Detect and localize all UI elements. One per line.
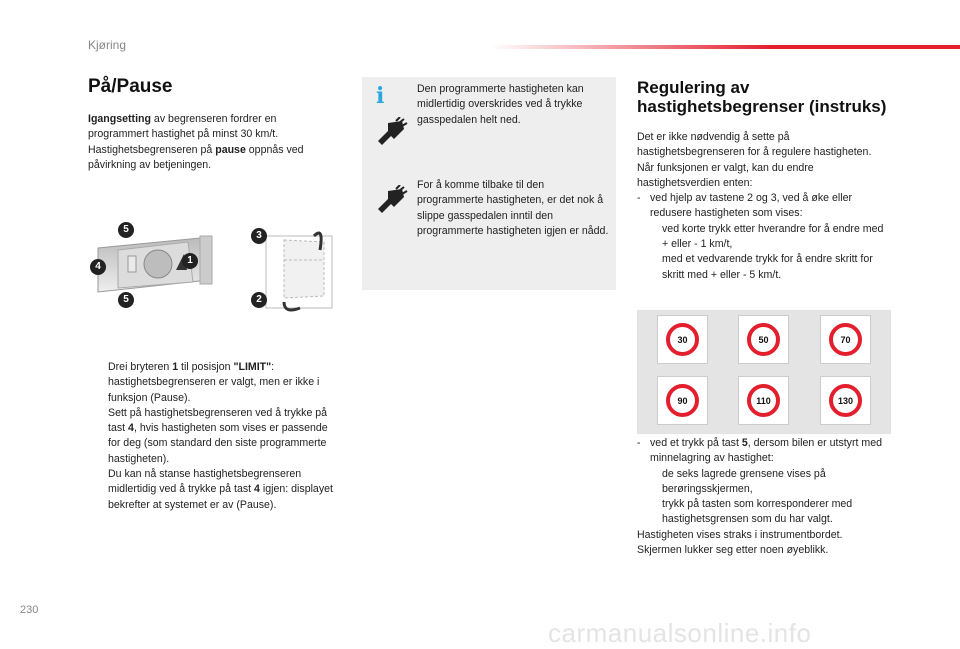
sub-item (637, 467, 892, 498)
callout-5-top: 5 (118, 222, 134, 238)
intro-bold-2: pause (215, 143, 246, 156)
header-accent-bar (490, 45, 960, 49)
section-title: Kjøring (88, 38, 127, 52)
right-paragraph-3: Hastigheten vises straks i instrumentbordet. (637, 528, 843, 541)
sub-item (637, 252, 892, 283)
speed-sign: 30 (657, 315, 708, 364)
step-text: Drei bryteren 1 til posisjon "LIMIT": hastighetsbegrenseren er valgt, men er ikke i funksjon (Pause). (108, 361, 320, 404)
bullet-icon (650, 497, 662, 528)
page-number: 230 (20, 604, 39, 616)
step-item (88, 467, 338, 513)
intro-text-1: av begrenseren fordrer en programmert hastighet på minst 30 km/t. Hastighetsbegrenseren på (88, 113, 279, 156)
speed-sign: 50 (738, 315, 789, 364)
dash-text: ved hjelp av tastene 2 og 3, ved å øke eller redusere hastigheten som vises: (650, 192, 852, 220)
speed-sign: 110 (738, 376, 789, 425)
dash-item: - ved et trykk på tast 5, dersom bilen er utstyrt med minnelagring av hastighet: (637, 436, 892, 467)
bullet-icon (88, 467, 108, 513)
info-box (362, 77, 616, 290)
info-text-1: Den programmerte hastigheten kan midlertidig overskrides ved å trykke gasspedalen helt ned. (417, 83, 584, 126)
steps-list (88, 360, 338, 513)
sub-text: de seks lagrede grensene vises på berøringsskjermen, (662, 467, 826, 495)
step-text: Du kan nå stanse hastighetsbegrenseren midlertidig ved å trykke på tast 4 igjen: displayet bekrefter at systemet er av (Pause). (108, 468, 333, 511)
foot-release-icon (374, 185, 408, 217)
heading-pause: På/Pause (88, 76, 173, 97)
footer-watermark: carmanualsonline.info (548, 618, 812, 648)
foot-pedal-icon (374, 117, 408, 149)
bullet-icon (650, 252, 662, 283)
speed-sign: 130 (820, 376, 871, 425)
step-item (88, 360, 338, 406)
callout-1: 1 (182, 253, 198, 269)
right-column-bottom (637, 436, 892, 558)
step-text: Sett på hastighetsbegrenseren ved å trykke på tast 4, hvis hastigheten som vises er passende for deg (som standard den siste programmerte hastigheten). (108, 406, 328, 465)
info-icon: i (376, 83, 385, 109)
callout-3: 3 (251, 228, 267, 244)
bullet-icon (88, 360, 108, 406)
heading-regulering: Regulering av hastighetsbegrenser (instruks) (637, 78, 887, 116)
info-text-2: For å komme tilbake til den programmerte hastigheten, er det nok å slippe gasspedalen inntil den programmerte hastigheten igjen er nådd. (417, 179, 609, 237)
dash-item: - ved hjelp av tastene 2 og 3, ved å øke eller redusere hastigheten som vises: (637, 191, 892, 222)
bullet-icon (88, 406, 108, 467)
callout-4: 4 (90, 259, 106, 275)
intro-paragraph (88, 112, 338, 173)
right-column (637, 79, 892, 283)
sub-text: trykk på tasten som korresponderer med hastighetsgrensen som du har valgt. (662, 498, 853, 526)
right-paragraph-2: Når funksjonen er valgt, kan du endre hastighetsverdien enten: (637, 161, 814, 189)
left-column (88, 76, 338, 173)
sub-text: med et vedvarende trykk for å endre skritt for skritt med + eller - 5 km/t. (662, 253, 873, 281)
dash-text: ved et trykk på tast 5, dersom bilen er utstyrt med minnelagring av hastighet: (650, 437, 883, 465)
right-paragraph-1: Det er ikke nødvendig å sette på hastighetsbegrenseren for å regulere hastigheten. (637, 131, 872, 159)
speed-sign: 90 (657, 376, 708, 425)
sub-text: ved korte trykk etter hverandre for å endre med + eller - 1 km/t, (662, 222, 884, 251)
intro-bold-1: Igangsetting (88, 113, 151, 125)
callout-2: 2 (251, 292, 267, 308)
intro-text-2: oppnås ved påvirkning av betjeningen. (88, 143, 304, 171)
step-item (88, 406, 338, 467)
right-paragraph-4: Skjermen lukker seg etter noen øyeblikk. (637, 544, 829, 557)
callout-5-bottom: 5 (118, 292, 134, 308)
sub-item (637, 222, 892, 253)
speed-signs-panel (637, 310, 891, 434)
sub-item (637, 497, 892, 528)
bullet-icon (650, 222, 662, 253)
stalk-illustration (88, 220, 338, 320)
speed-sign: 70 (820, 315, 871, 364)
bullet-icon (650, 467, 662, 498)
